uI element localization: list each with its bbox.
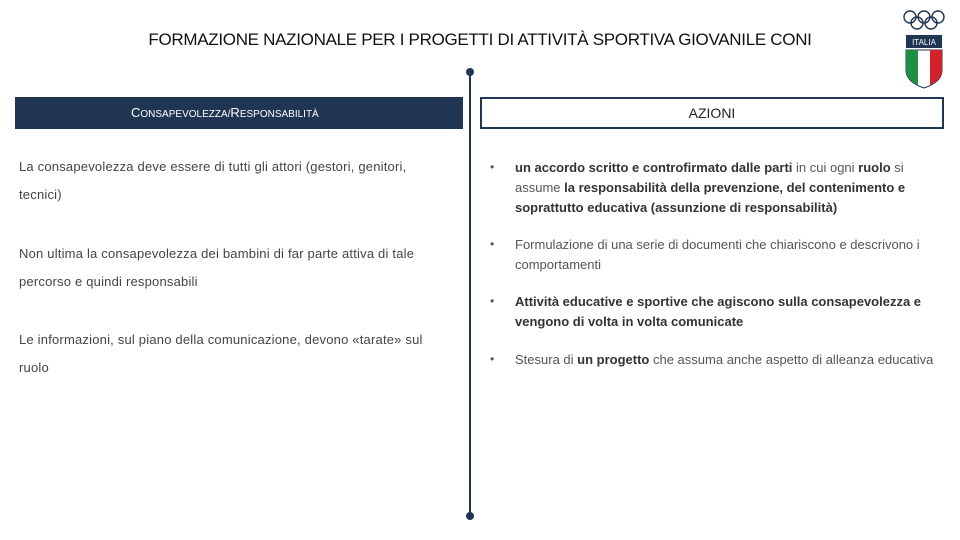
action-item-3: Attività educative e sportive che agiscono sulla consapevolezza e vengono di volta in volta comunicate — [515, 294, 922, 329]
bullet-4: • — [490, 352, 495, 366]
bullet-2: • — [490, 237, 495, 251]
action-item-2: Formulazione di una serie di documenti che chiariscono e descrivono i comportamenti — [515, 237, 920, 272]
divider-bottom-dot — [466, 512, 474, 520]
left-paragraph-2: Non ultima la consapevolezza dei bambini di far parte attiva di tale percorso e quindi responsabili — [19, 246, 415, 289]
right-header: AZIONI — [480, 97, 944, 129]
coni-logo — [896, 8, 952, 94]
bullet-3: • — [490, 294, 495, 308]
logo-country-text: ITALIA — [912, 38, 936, 47]
divider-top-dot — [466, 68, 474, 76]
left-paragraph-1: La consapevolezza deve essere di tutti gli attori (gestori, genitori, tecnici) — [19, 159, 407, 202]
page-title: FORMAZIONE NAZIONALE PER I PROGETTI DI ATTIVITÀ SPORTIVA GIOVANILE CONI — [148, 30, 812, 49]
left-header: CONSAPEVOLEZZA/RESPONSABILITÀ — [15, 97, 463, 129]
left-paragraph-3: Le informazioni, sul piano della comunicazione, devono «tarate» sul ruolo — [19, 332, 423, 375]
olympic-shield-icon — [896, 8, 952, 94]
action-item-4: Stesura di un progetto che assuma anche aspetto di alleanza educativa — [515, 352, 934, 367]
action-item-1: un accordo scritto e controfirmato dalle parti in cui ogni ruolo si assume la responsabilità della prevenzione, del contenimento e soprattutto educativa (assunzione di responsabilità) — [515, 160, 906, 215]
bullet-1: • — [490, 160, 495, 174]
center-divider — [469, 72, 471, 516]
